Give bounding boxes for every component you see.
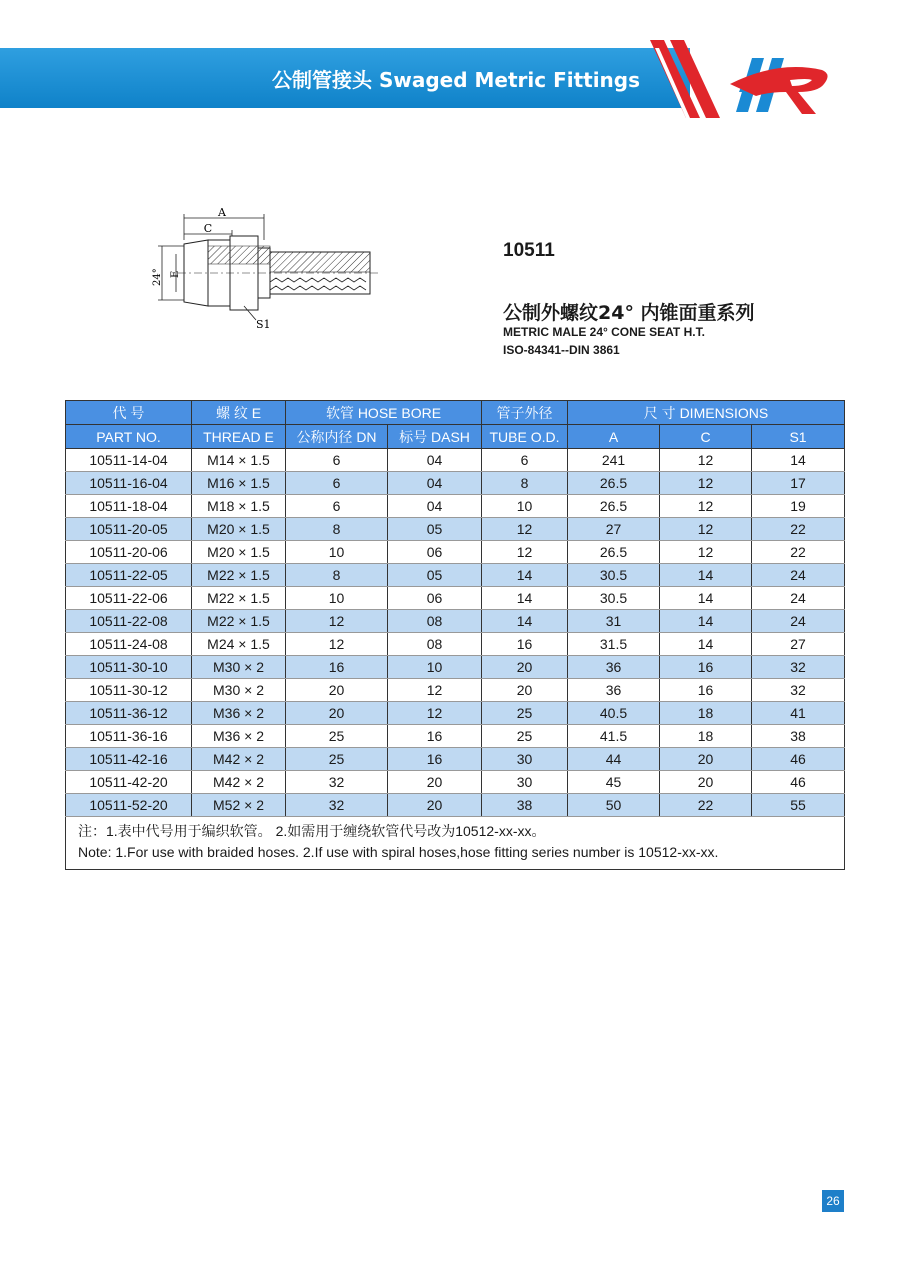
notes-row	[66, 817, 845, 870]
table-cell: 26.5	[568, 541, 660, 564]
table-cell: 32	[286, 794, 388, 817]
table-row	[66, 725, 845, 748]
table-cell: 10	[286, 587, 388, 610]
table-cell: M36 × 2	[192, 725, 286, 748]
table-cell: 26.5	[568, 495, 660, 518]
table-cell: M52 × 2	[192, 794, 286, 817]
table-cell: 10	[388, 656, 482, 679]
table-cell: 12	[482, 518, 568, 541]
table-cell: 25	[482, 725, 568, 748]
table-cell: 05	[388, 564, 482, 587]
table-cell: 10511-30-10	[66, 656, 192, 679]
table-cell: 16	[482, 633, 568, 656]
table-cell: 31.5	[568, 633, 660, 656]
table-cell: 20	[388, 794, 482, 817]
table-cell: 24	[752, 564, 845, 587]
table-cell: 10511-42-20	[66, 771, 192, 794]
table-cell: 04	[388, 495, 482, 518]
table-cell: 20	[482, 679, 568, 702]
table-cell: 20	[660, 748, 752, 771]
table-row	[66, 702, 845, 725]
table-cell: M36 × 2	[192, 702, 286, 725]
col-header-s1: S1	[752, 425, 845, 449]
part-number-heading: 10511	[503, 240, 555, 261]
angle-label: 24°	[152, 268, 163, 286]
col-header-tube-od-cn: 管子外径	[482, 401, 568, 425]
table-cell: 06	[388, 587, 482, 610]
table-row	[66, 610, 845, 633]
table-cell: M22 × 1.5	[192, 610, 286, 633]
table-cell: 10511-36-16	[66, 725, 192, 748]
table-cell: 16	[388, 748, 482, 771]
table-cell: 32	[752, 679, 845, 702]
note-chinese: 注：1.表中代号用于编织软管。 2.如需用于缠绕软管代号改为10512-xx-xx。	[78, 823, 546, 839]
table-cell: 18	[660, 702, 752, 725]
table-cell: M14 × 1.5	[192, 449, 286, 472]
table-cell: 16	[286, 656, 388, 679]
table-cell: 241	[568, 449, 660, 472]
table-row	[66, 679, 845, 702]
table-cell: M30 × 2	[192, 679, 286, 702]
table-cell: 27	[568, 518, 660, 541]
s1-label: S1	[256, 318, 271, 331]
table-cell: 30	[482, 771, 568, 794]
table-cell: 27	[752, 633, 845, 656]
table-cell: 17	[752, 472, 845, 495]
table-cell: 10511-24-08	[66, 633, 192, 656]
title-english: METRIC MALE 24° CONE SEAT H.T.	[503, 325, 705, 339]
table-cell: 10511-52-20	[66, 794, 192, 817]
table-cell: 12	[660, 472, 752, 495]
table-cell: 20	[286, 702, 388, 725]
note-english: Note: 1.For use with braided hoses. 2.If use with spiral hoses,hose fitting series number is 10512-xx-xx.	[78, 844, 719, 860]
table-cell: 04	[388, 472, 482, 495]
table-row	[66, 587, 845, 610]
table-cell: 14	[482, 564, 568, 587]
col-header-thread-cn: 螺 纹 E	[192, 401, 286, 425]
table-row	[66, 794, 845, 817]
table-cell: 20	[388, 771, 482, 794]
table-cell: 22	[660, 794, 752, 817]
table-cell: 46	[752, 771, 845, 794]
table-cell: 14	[660, 610, 752, 633]
table-cell: 10511-22-06	[66, 587, 192, 610]
table-cell: 22	[752, 518, 845, 541]
table-row	[66, 564, 845, 587]
table-cell: 25	[286, 748, 388, 771]
table-cell: 14	[752, 449, 845, 472]
table-row	[66, 541, 845, 564]
dim-label-e: E	[170, 270, 181, 278]
table-cell: 30	[482, 748, 568, 771]
banner-stripes-icon	[650, 40, 730, 120]
col-header-dimensions: 尺 寸 DIMENSIONS	[568, 401, 845, 425]
table-cell: 04	[388, 449, 482, 472]
table-cell: 10511-16-04	[66, 472, 192, 495]
standard-reference: ISO-84341--DIN 3861	[503, 343, 620, 357]
table-cell: 55	[752, 794, 845, 817]
table-cell: 24	[752, 610, 845, 633]
table-cell: 25	[482, 702, 568, 725]
table-cell: 12	[660, 518, 752, 541]
table-cell: 6	[286, 472, 388, 495]
table-cell: 40.5	[568, 702, 660, 725]
table-cell: 8	[286, 518, 388, 541]
table-cell: 20	[482, 656, 568, 679]
table-cell: 12	[286, 610, 388, 633]
table-cell: 41.5	[568, 725, 660, 748]
table-cell: M18 × 1.5	[192, 495, 286, 518]
table-cell: 10511-42-16	[66, 748, 192, 771]
table-cell: M16 × 1.5	[192, 472, 286, 495]
table-cell: M24 × 1.5	[192, 633, 286, 656]
title-chinese: 公制外螺纹24° 内锥面重系列	[503, 302, 755, 324]
table-cell: M30 × 2	[192, 656, 286, 679]
table-cell: 14	[660, 587, 752, 610]
table-cell: 14	[660, 564, 752, 587]
table-cell: 16	[660, 656, 752, 679]
table-cell: 10	[286, 541, 388, 564]
table-cell: 10511-22-05	[66, 564, 192, 587]
table-cell: 10511-22-08	[66, 610, 192, 633]
table-row	[66, 656, 845, 679]
table-cell: 12	[388, 679, 482, 702]
col-header-thread: THREAD E	[192, 425, 286, 449]
notes-cell	[66, 817, 845, 870]
table-cell: 38	[752, 725, 845, 748]
table-cell: 46	[752, 748, 845, 771]
table-cell: 12	[286, 633, 388, 656]
table-cell: 10511-18-04	[66, 495, 192, 518]
page-title: 公制管接头 Swaged Metric Fittings	[272, 68, 641, 92]
table-cell: 14	[482, 610, 568, 633]
table-cell: 45	[568, 771, 660, 794]
table-cell: 12	[660, 495, 752, 518]
table-cell: 36	[568, 656, 660, 679]
table-cell: M20 × 1.5	[192, 518, 286, 541]
table-row	[66, 472, 845, 495]
table-cell: 12	[660, 449, 752, 472]
table-cell: 30.5	[568, 587, 660, 610]
table-cell: 14	[482, 587, 568, 610]
col-header-dn: 公称内径 DN	[286, 425, 388, 449]
table-cell: 20	[660, 771, 752, 794]
table-cell: 16	[388, 725, 482, 748]
table-cell: 16	[660, 679, 752, 702]
header-row-1	[66, 401, 845, 425]
table-cell: M22 × 1.5	[192, 587, 286, 610]
table-cell: 10	[482, 495, 568, 518]
table-row	[66, 633, 845, 656]
col-header-tube-od: TUBE O.D.	[482, 425, 568, 449]
table-row	[66, 771, 845, 794]
table-row	[66, 449, 845, 472]
table-cell: 8	[286, 564, 388, 587]
col-header-a: A	[568, 425, 660, 449]
table-cell: 10511-20-05	[66, 518, 192, 541]
table-cell: 31	[568, 610, 660, 633]
company-logo-icon	[728, 40, 838, 120]
spec-table-body	[66, 449, 845, 817]
table-cell: 6	[286, 495, 388, 518]
table-cell: 10511-14-04	[66, 449, 192, 472]
table-cell: 05	[388, 518, 482, 541]
table-cell: 50	[568, 794, 660, 817]
page-number: 26	[822, 1190, 844, 1212]
table-cell: 30.5	[568, 564, 660, 587]
table-cell: 08	[388, 633, 482, 656]
table-cell: M20 × 1.5	[192, 541, 286, 564]
header-row-2	[66, 425, 845, 449]
col-header-c: C	[660, 425, 752, 449]
spec-table	[65, 400, 845, 870]
table-cell: M42 × 2	[192, 771, 286, 794]
dim-label-a: A	[218, 206, 226, 219]
table-cell: 06	[388, 541, 482, 564]
table-cell: M22 × 1.5	[192, 564, 286, 587]
table-cell: 6	[286, 449, 388, 472]
table-cell: 41	[752, 702, 845, 725]
table-row	[66, 748, 845, 771]
table-cell: 44	[568, 748, 660, 771]
table-cell: 8	[482, 472, 568, 495]
col-header-part-no-cn: 代 号	[66, 401, 192, 425]
table-cell: 10511-20-06	[66, 541, 192, 564]
table-cell: 22	[752, 541, 845, 564]
table-cell: 20	[286, 679, 388, 702]
col-header-dash: 标号 DASH	[388, 425, 482, 449]
table-cell: 6	[482, 449, 568, 472]
table-row	[66, 518, 845, 541]
table-cell: 25	[286, 725, 388, 748]
table-cell: 12	[482, 541, 568, 564]
table-row	[66, 495, 845, 518]
table-cell: 32	[752, 656, 845, 679]
fitting-drawing	[148, 206, 388, 336]
table-cell: M42 × 2	[192, 748, 286, 771]
table-cell: 12	[388, 702, 482, 725]
table-cell: 18	[660, 725, 752, 748]
table-cell: 08	[388, 610, 482, 633]
col-header-part-no: PART NO.	[66, 425, 192, 449]
table-cell: 19	[752, 495, 845, 518]
table-cell: 12	[660, 541, 752, 564]
table-cell: 10511-36-12	[66, 702, 192, 725]
table-cell: 36	[568, 679, 660, 702]
table-cell: 10511-30-12	[66, 679, 192, 702]
col-header-hose-bore: 软管 HOSE BORE	[286, 401, 482, 425]
dim-label-c: C	[203, 222, 213, 235]
table-cell: 26.5	[568, 472, 660, 495]
table-cell: 14	[660, 633, 752, 656]
table-cell: 38	[482, 794, 568, 817]
table-cell: 24	[752, 587, 845, 610]
table-cell: 32	[286, 771, 388, 794]
